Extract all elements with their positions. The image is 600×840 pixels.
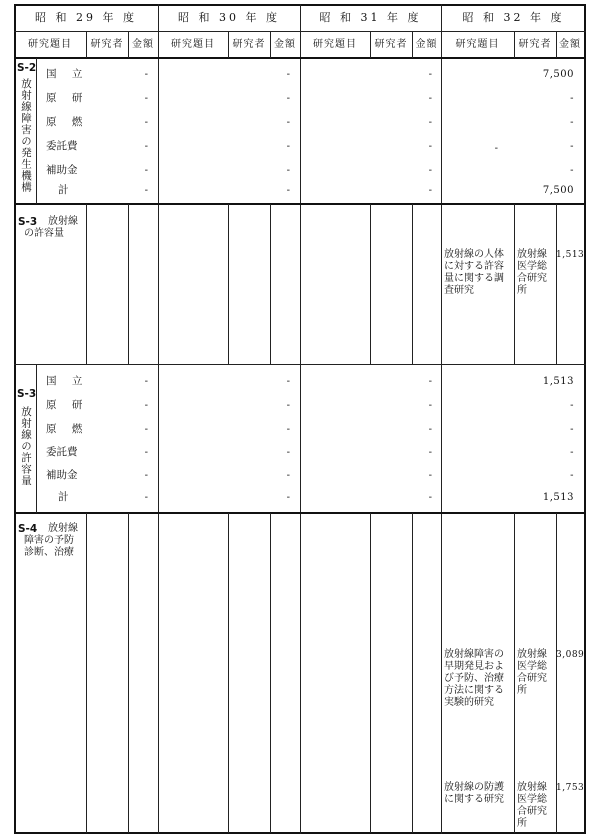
s3-y32-value: 1,513 [542,376,574,387]
s3-y31-dash: - [428,376,432,387]
s3-y32-value: - [570,470,574,481]
sub-divider [412,513,413,833]
s2-y30-dash: - [286,93,290,104]
s3-y29-dash: - [144,424,148,435]
year-header-30: 昭 和 30 年 度 [178,11,280,24]
s3-y31-dash: - [428,470,432,481]
s2-y31-dash: - [428,117,432,128]
s2-y30-dash: - [286,117,290,128]
s3-cat-kokuritsu: 国 立 [46,375,89,387]
s2-y30-dash: - [286,69,290,80]
sub-divider [86,513,87,833]
s3-project-topic: 放射線の人体に対する許容量に関する調査研究 [444,249,504,296]
frame-left [14,4,16,834]
s2-y31-dash: - [428,141,432,152]
sub-divider [370,204,371,364]
s2-y31-dash: - [428,185,432,196]
s2-y30-dash: - [286,185,290,196]
frame-right [584,4,586,834]
s3-y30-dash: - [286,470,290,481]
s3-project-amount: 1,513 [556,250,585,260]
s4-project1-researcher: 放射線医学総合研究所 [517,649,547,696]
s4-project2-topic: 放射線の防護に関する研究 [444,782,504,805]
s3-cat-total: 計 [58,491,75,503]
year-divider [158,4,159,834]
s2-cat-genken: 原 研 [46,92,89,104]
s2-y31-dash: - [428,165,432,176]
s2-y29-dash: - [144,165,148,176]
s2-y31-dash: - [428,93,432,104]
s4-section-code: S-4 [18,523,38,535]
col-researcher: 研究者 [518,39,552,50]
sub-divider [270,513,271,833]
s3-y30-dash: - [286,492,290,503]
year-header-32: 昭 和 32 年 度 [462,11,565,24]
s3-y30-dash: - [286,447,290,458]
s2-vertical-label: 放射線障害の発生機構 [20,78,32,193]
s2-y32-value: - [570,165,574,176]
sub-divider [270,204,271,364]
s4-project1-topic: 放射線障害の早期発見および予防、治療方法に関する実験的研究 [444,649,504,708]
code-divider [36,58,37,204]
s2-y32-topic-dash: - [494,143,498,154]
s3-vertical-label: 放射線の許容量 [20,406,32,487]
s2-cat-gennen: 原 燃 [46,116,89,128]
sub-divider [228,204,229,364]
s2-y29-dash: - [144,185,148,196]
s2-y29-dash: - [144,117,148,128]
s2-y32-value: 7,500 [542,185,574,196]
s3-section-title: 放射線の許容量 [24,216,78,239]
s3-cat-gennen: 原 燃 [46,423,89,435]
s3-y30-dash: - [286,376,290,387]
section-line [14,203,586,205]
sub-divider [128,513,129,833]
s3-project-researcher: 放射線医学総合研究所 [517,249,547,296]
col-amount: 金額 [415,39,438,50]
s3-cat-hojokin: 補助金 [46,469,78,481]
sub-divider [370,513,371,833]
sub-divider [86,204,87,364]
s2-cat-kokuritsu: 国 立 [46,68,89,80]
s3-y32-value: - [570,424,574,435]
s3-y31-dash: - [428,424,432,435]
s2-y32-value: - [570,141,574,152]
header-line [14,57,586,59]
col-amount: 金額 [132,39,154,50]
s3-y29-dash: - [144,376,148,387]
col-researcher: 研究者 [374,39,408,50]
s3-y32-value: - [570,400,574,411]
s2-y32-value: - [570,93,574,104]
s3-y29-dash: - [144,447,148,458]
s3-y30-dash: - [286,424,290,435]
s2-y29-dash: - [144,69,148,80]
s4-project2-amount: 1,753 [556,783,585,793]
col-topic: 研究題目 [171,39,215,50]
s2-y32-value: - [570,117,574,128]
s4-project2-researcher: 放射線医学総合研究所 [517,782,547,829]
year-divider [300,4,301,834]
sub-divider [556,204,557,364]
col-topic: 研究題目 [455,39,500,50]
s3-y29-dash: - [144,400,148,411]
s3-cat-genken: 原 研 [46,399,89,411]
s2-y30-dash: - [286,165,290,176]
sub-divider [128,204,129,364]
col-amount: 金額 [559,39,581,50]
s3-cat-itakuhi: 委託費 [46,446,78,458]
s4-section-title: 放射線障害の予防 診断、治療 [24,523,78,558]
s3-y29-dash: - [144,492,148,503]
s3-y32-value: - [570,447,574,458]
sub-divider [228,513,229,833]
col-researcher: 研究者 [232,39,266,50]
section-line [14,512,586,514]
year-divider [441,4,442,834]
sub-divider [514,513,515,833]
s2-y30-dash: - [286,141,290,152]
s3-y31-dash: - [428,447,432,458]
col-topic: 研究題目 [313,39,357,50]
s2-y29-dash: - [144,93,148,104]
sub-divider [514,204,515,364]
s2-y29-dash: - [144,141,148,152]
s2-cat-total: 計 [58,184,75,196]
s3-y31-dash: - [428,492,432,503]
col-topic: 研究題目 [28,39,72,50]
s3-y30-dash: - [286,400,290,411]
s2-cat-hojokin: 補助金 [46,164,78,176]
s2-y31-dash: - [428,69,432,80]
s2-y32-value: 7,500 [542,69,574,80]
year-header-29: 昭 和 29 年 度 [35,11,137,24]
year-header-31: 昭 和 31 年 度 [319,11,422,24]
s3-y31-dash: - [428,400,432,411]
section-line [14,364,586,365]
col-amount: 金額 [274,39,296,50]
sub-divider [412,204,413,364]
s3-y29-dash: - [144,470,148,481]
header-line [14,31,586,32]
s2-cat-itakuhi: 委託費 [46,140,78,152]
s3-y32-value: 1,513 [542,492,574,503]
s3-code: S-3 [17,388,37,400]
s4-project1-amount: 3,089 [556,650,585,660]
s2-code: S-2 [17,62,37,74]
s3-section-code: S-3 [18,216,38,228]
col-researcher: 研究者 [90,39,124,50]
